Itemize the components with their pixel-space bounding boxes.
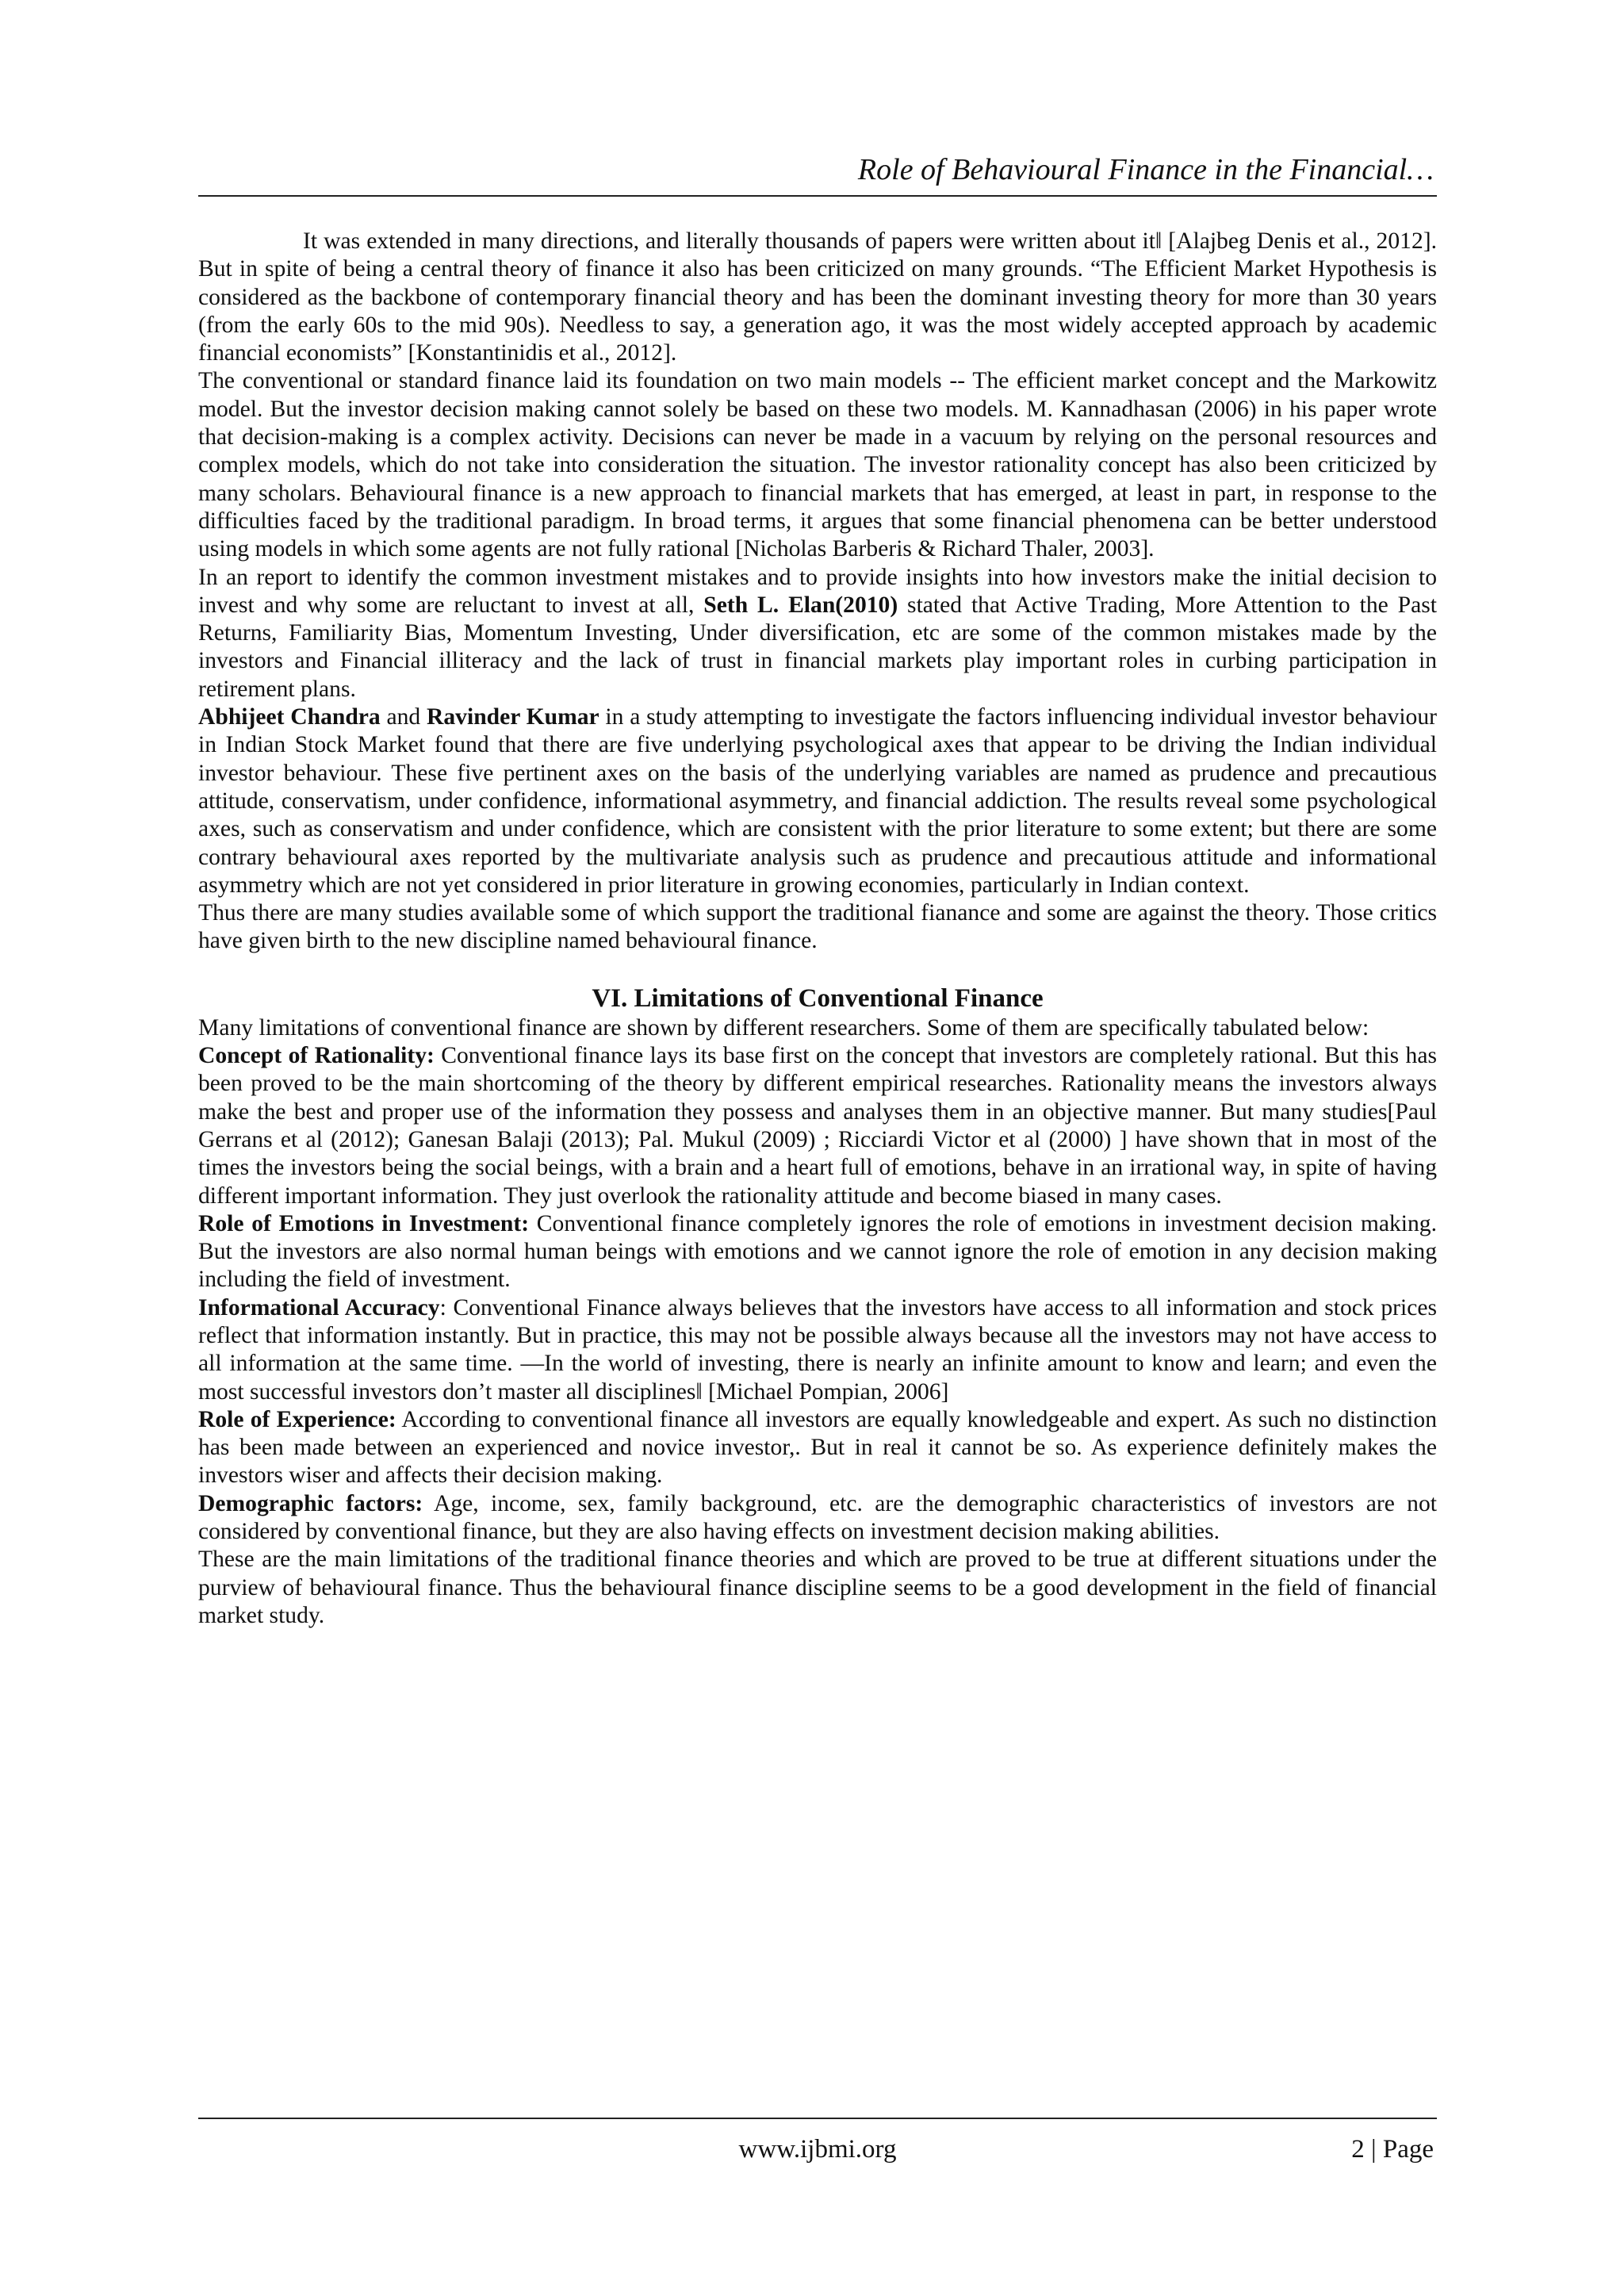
limitation-text: Conventional finance lays its base first on the concept that investors are completely rational. But this has been proved to be the main shortcoming of the theory by different empirical researches. Rationality means the investors always make the best and proper use of the information they possess and analyses them in an objective manner. But many studies[Paul Gerrans et al (2012); Ganesan Balaji (2013); Pal. Mukul (2009) ; Ricciardi Victor et al (2000) ] have shown that in most of the times the investors being the social beings, with a brain and a heart full of emotions, behave in an irrational way, in spite of having different important information. They just overlook the rationality attitude and become biased in many cases.: [198, 1043, 1437, 1209]
paragraph-1: It was extended in many directions, and literally thousands of papers were written about it‖ [Alajbeg Denis et al., 2012]. But in spite of being a central theory of finance it also has been criticized on many grounds. “The Efficient Market Hypothesis is considered as the backbone of contemporary financial theory and has been the dominant investing theory for more than 30 years (from the early 60s to the mid 90s). Needless to say, a generation ago, it was the most widely accepted approach by academic financial economists” [Konstantinidis et al., 2012].: [198, 228, 1437, 366]
closing-paragraph: These are the main limitations of the traditional finance theories and which are proved to be true at different situations under the purview of behavioural finance. Thus the behavioural finance discipline seems to be a good development in the field of financial market study.: [198, 1547, 1437, 1628]
page-header: [198, 149, 1437, 197]
section-intro: Many limitations of conventional finance are shown by different researchers. Some of them are specifically tabulated below:: [198, 1014, 1369, 1041]
paragraph-2: The conventional or standard finance laid its foundation on two main models -- The efficient market concept and the Markowitz model. But the investor decision making cannot solely be based on these two models. M. Kannadhasan (2006) in his paper wrote that decision-making is a complex activity. Decisions can never be made in a vacuum by relying on the personal resources and complex models, which do not take into consideration the situation. The investor rationality concept has also been criticized by many scholars. Behavioural finance is a new approach to financial markets that has emerged, at least in part, in response to the difficulties faced by the traditional paradigm. In broad terms, it argues that some financial phenomena can be better understood using models in which some agents are not fully rational [Nicholas Barberis & Richard Thaler, 2003].: [198, 368, 1437, 562]
limitation-item: [198, 1406, 1437, 1490]
limitation-item: [198, 1294, 1437, 1406]
page-number: 2 | Page: [1351, 2135, 1434, 2164]
section-heading: VI. Limitations of Conventional Finance: [592, 983, 1044, 1013]
limitation-term: Role of Experience:: [198, 1406, 396, 1432]
limitation-text: : Conventional Finance always believes that the investors have access to all information and stock prices reflect that information instantly. But in practice, this may not be possible always because all the investors may not have access to all information at the same time. ―In the world of investing, there is nearly an infinite amount to know and learn; and even the most successful investors don’t master all disciplines‖ [Michael Pompian, 2006]: [198, 1294, 1437, 1405]
limitation-text: According to conventional finance all investors are equally knowledgeable and expert. As such no distinction has been made between an experienced and novice investor,. But in real it cannot be so. As experience definitely makes the investors wiser and affects their decision making.: [198, 1406, 1437, 1489]
author-ravinder-kumar: Ravinder Kumar: [427, 704, 599, 730]
page-footer: [198, 2118, 1437, 2167]
limitation-term: Role of Emotions in Investment:: [198, 1210, 530, 1236]
paragraph-5: Thus there are many studies available some of which support the traditional fianance and some are against the theory. Those critics have given birth to the new discipline named behavioural finance.: [198, 900, 1437, 954]
limitation-item: [198, 1490, 1437, 1547]
limitation-term: Demographic factors:: [198, 1490, 423, 1516]
paragraph-3: [198, 564, 1437, 703]
paragraph-3-rest: stated that Active Trading, More Attention to the Past Returns, Familiarity Bias, Momentum Investing, Under diversification, etc are some of the common mistakes made by the investors and Financial illiteracy and the lack of trust in financial markets play important roles in curbing participation in retirement plans.: [198, 592, 1437, 702]
limitation-item: [198, 1210, 1437, 1294]
paragraph-4: [198, 703, 1437, 899]
limitation-item: [198, 1042, 1437, 1210]
limitation-term: Concept of Rationality:: [198, 1043, 435, 1069]
paragraph-3-lead: In an report to identify the common investment mistakes and to provide insights into how investors make the initial decision to invest and why some are reluctant to invest at all,: [198, 564, 1437, 618]
author-seth-elan: Seth L. Elan(2010): [703, 592, 898, 618]
article-body: [198, 228, 1437, 1630]
conjunction: and: [380, 704, 427, 730]
paragraph-4-rest: in a study attempting to investigate the factors influencing individual investor behaviour in Indian Stock Market found that there are five underlying psychological axes that appear to be driving the Indian individual investor behaviour. These five pertinent axes on the basis of the underlying variables are named as prudence and precautious attitude, conservatism, under confidence, informational asymmetry, and financial addiction. The results reveal some psychological axes, such as conservatism and under confidence, which are consistent with the prior literature to some extent; but there are some contrary behavioural axes reported by the multivariate analysis such as prudence and precautious attitude and informational asymmetry which are not yet considered in prior literature in growing economies, particularly in Indian context.: [198, 704, 1437, 898]
journal-website: www.ijbmi.org: [738, 2135, 897, 2164]
author-abhijeet-chandra: Abhijeet Chandra: [198, 704, 381, 730]
limitation-term: Informational Accuracy: [198, 1294, 440, 1320]
limitation-text: Conventional finance completely ignores the role of emotions in investment decision making. But the investors are also normal human beings with emotions and we cannot ignore the role of emotion in any decision making including the field of investment.: [198, 1210, 1438, 1293]
running-title: Role of Behavioural Finance in the Financial…: [857, 153, 1434, 186]
limitation-text: Age, income, sex, family background, etc. are the demographic characteristics of investors are not considered by conventional finance, but they are also having effects on investment decision making abilities.: [198, 1490, 1437, 1545]
